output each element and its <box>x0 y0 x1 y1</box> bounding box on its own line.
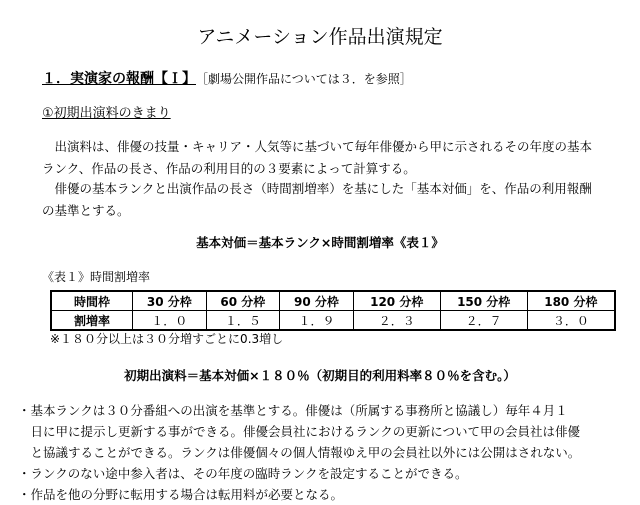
paragraph-line: の基準とする。 <box>42 203 130 218</box>
table-column-header: 150 分枠 <box>440 291 527 311</box>
list-item: ・作品を他の分野に転用する場合は転用料が必要となる。 <box>18 487 344 502</box>
table-cell: １．９ <box>280 311 354 331</box>
bullet-list <box>18 400 580 505</box>
list-item: ・基本ランクは３０分番組への出演を基準とする。俳優は（所属する事務所と協議し）毎年４月１ <box>18 403 568 418</box>
paragraph-line: ランク、作品の長さ、作品の利用目的の３要素によって計算する。 <box>42 161 416 176</box>
paragraph-line: 出演料は、俳優の技量・キャリア・人気等に基づいて毎年俳優から甲に示されるその年度の基本 <box>42 139 593 154</box>
rate-table <box>50 290 616 331</box>
table-column-header: 30 分枠 <box>133 291 207 311</box>
section-heading <box>42 68 412 88</box>
table-column-header: 120 分枠 <box>353 291 440 311</box>
table-column-header: 180 分枠 <box>527 291 615 311</box>
paragraph-2 <box>42 178 592 222</box>
section-heading-main: １．実演家の報酬【Ｉ】 <box>42 71 196 87</box>
table-row-label: 割増率 <box>51 311 133 331</box>
base-price-formula: 基本対価＝基本ランク×時間割増率《表１》 <box>196 235 444 250</box>
table-cell: ２．３ <box>353 311 440 331</box>
table-column-header: 60 分枠 <box>206 291 280 311</box>
table-row <box>51 311 615 331</box>
table-row-label: 時間枠 <box>51 291 133 311</box>
section-heading-note: ［劇場公開作品については３．を参照］ <box>196 72 412 86</box>
paragraph-1 <box>42 136 592 180</box>
table-note: ※１８０分以上は３０分増すごとに0.3増し <box>50 332 284 346</box>
table-cell: １．０ <box>133 311 207 331</box>
document-title: アニメーション作品出演規定 <box>197 26 443 48</box>
list-item: ・ランクのない途中参入者は、その年度の臨時ランクを設定することができる。 <box>18 466 468 481</box>
table-cell: １．５ <box>206 311 280 331</box>
table-cell: ３．０ <box>527 311 615 331</box>
initial-fee-formula: 初期出演料＝基本対価×１８０％（初期目的利用料率８０％を含む。） <box>124 368 516 383</box>
table-header-row <box>51 291 615 311</box>
table-caption: 《表１》時間割増率 <box>42 270 151 284</box>
subsection-heading: ①初期出演料のきまり <box>42 106 171 121</box>
table-column-header: 90 分枠 <box>280 291 354 311</box>
paragraph-line: 俳優の基本ランクと出演作品の長さ（時間割増率）を基にした「基本対価」を、作品の利用報酬 <box>42 181 592 196</box>
list-item: 日に甲に提示し更新する事ができる。俳優会員社におけるランクの更新について甲の会員社は俳優 <box>18 424 581 439</box>
list-item: と協議することができる。ランクは俳優個々の個人情報ゆえ甲の会員社以外には公開はされない。 <box>18 445 581 460</box>
table-cell: ２．７ <box>440 311 527 331</box>
